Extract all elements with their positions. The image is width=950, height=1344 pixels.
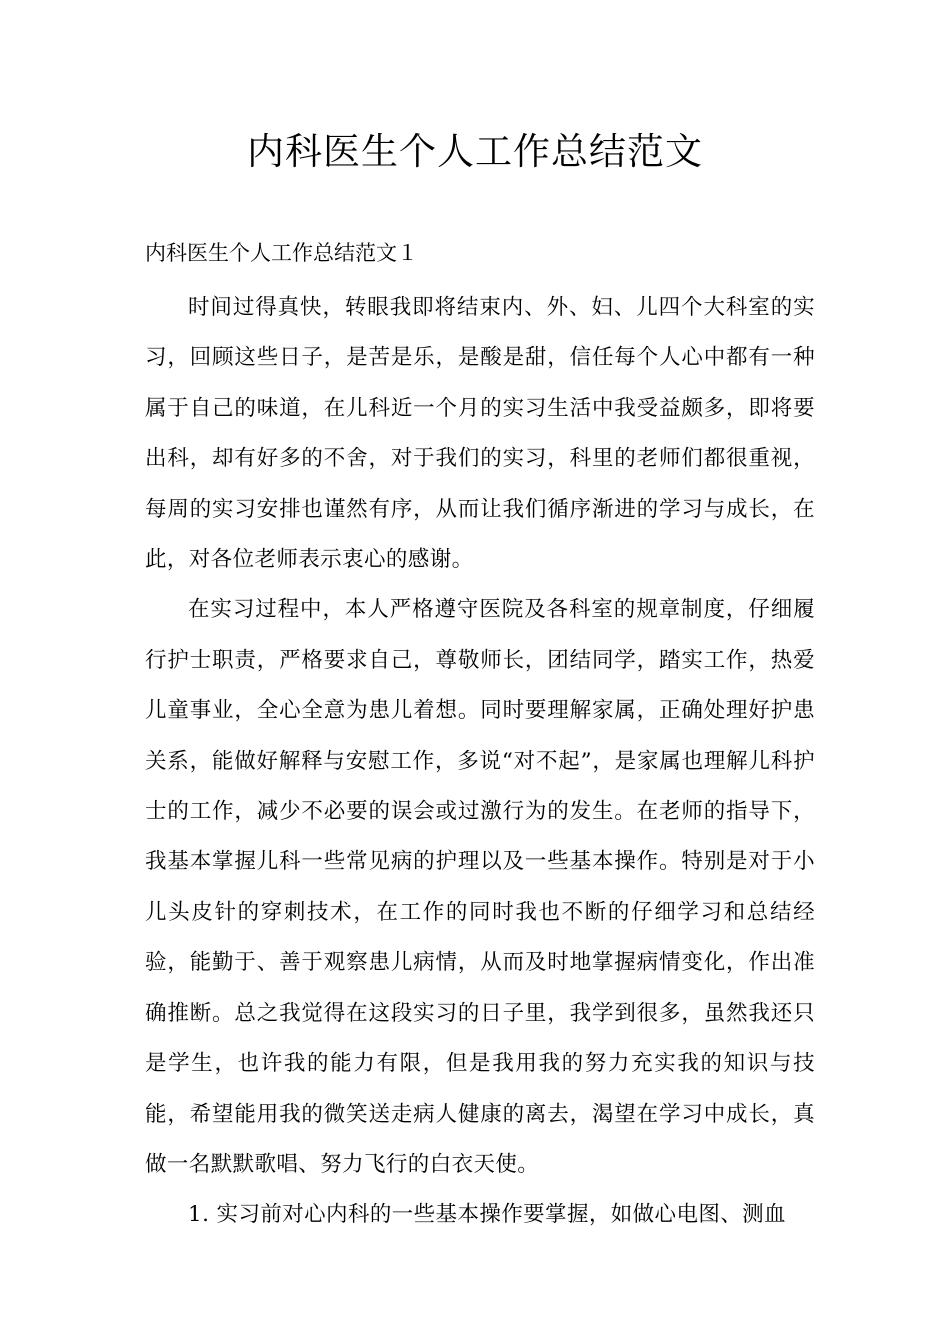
numbered-item-1: 1. 实习前对心内科的一些基本操作要掌握，如做心电图、测血 [188,1202,786,1228]
paragraph-intro: 时间过得真快，转眼我即将结束内、外、妇、儿四个大科室的实习，回顾这些日子，是苦是乐，是酸是甜，信任每个人心中都有一种属于自己的味道，在儿科近一个月的实习生活中我受益颇多，即将要出科，却有好多的不舍，对于我们的实习，科里的老师们都很重视，每周的实习安排也谨然有序，从而让我们循序渐进的学习与成长，在此，对各位老师表示衷心的感谢。 [145,295,815,573]
paragraph-internship-process: 在实习过程中，本人严格遵守医院及各科室的规章制度，仔细履行护士职责，严格要求自己，尊敬师长，团结同学，踏实工作，热爱儿童事业，全心全意为患儿着想。同时要理解家属，正确处理好护患关系，能做好解释与安慰工作，多说“对不起”，是家属也理解儿科护士的工作，减少不必要的误会或过激行为的发生。在老师的指导下，我基本掌握儿科一些常见病的护理以及一些基本操作。特别是对于小儿头皮针的穿刺技术，在工作的同时我也不断的仔细学习和总结经验，能勤于、善于观察患儿病情，从而及时地掌握病情变化，作出准确推断。总之我觉得在这段实习的日子里，我学到很多，虽然我还只是学生，也许我的能力有限，但是我用我的努力充实我的知识与技能，希望能用我的微笑送走病人健康的离去，渴望在学习中成长，真做一名默默歌唱、努力飞行的白衣天使。 [145,597,815,1177]
document-title: 内科医生个人工作总结范文 [247,130,703,173]
document-body [145,233,815,1241]
section-heading: 内科医生个人工作总结范文１ [145,241,418,265]
